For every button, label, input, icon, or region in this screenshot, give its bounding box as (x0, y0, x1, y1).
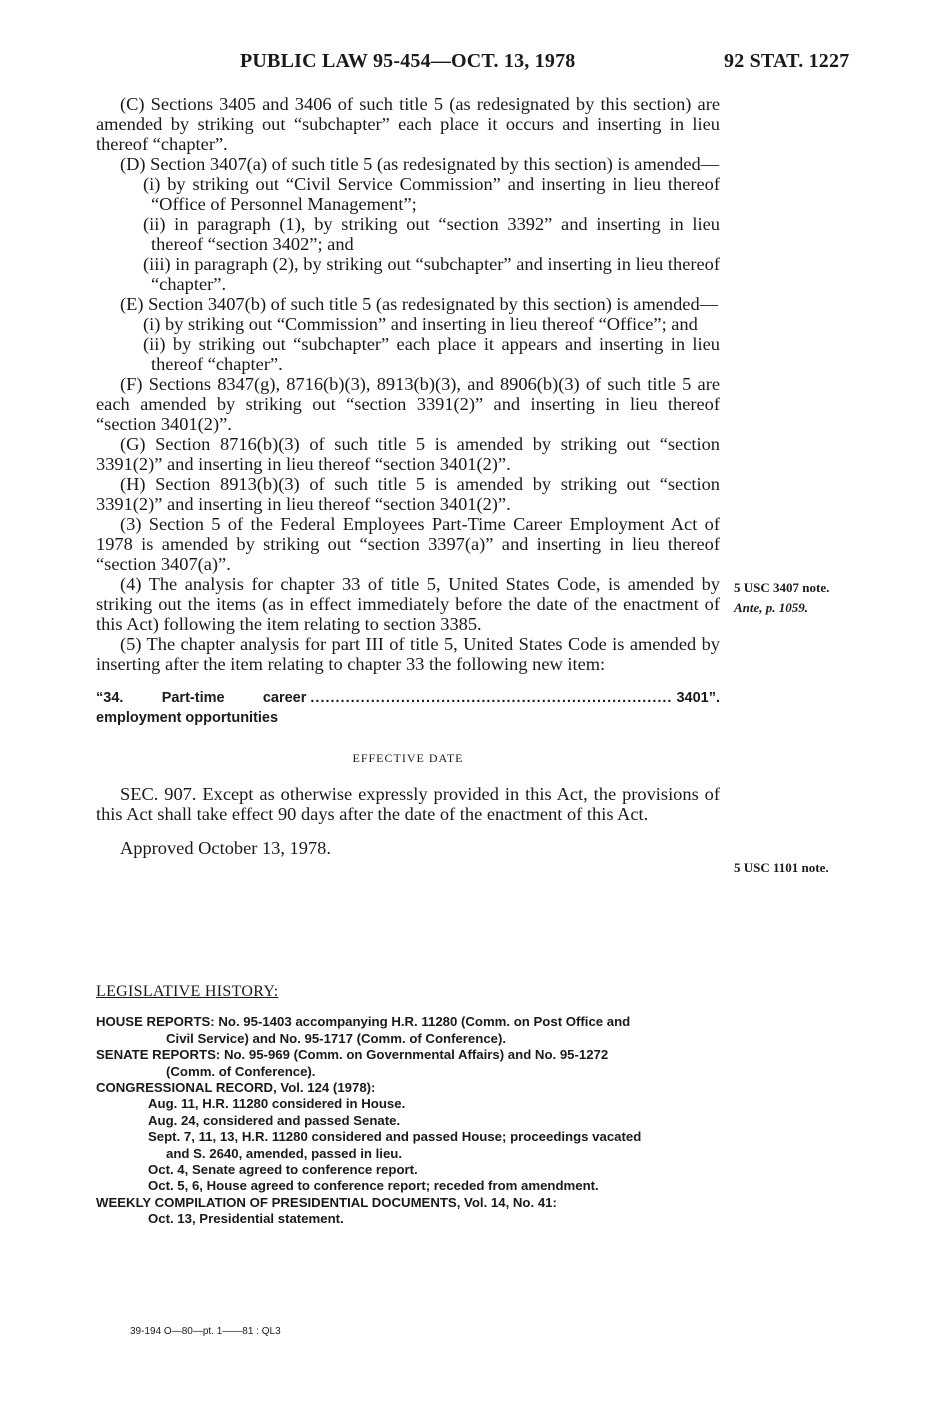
senate-reports-cont: (Comm. of Conference). (166, 1063, 316, 1079)
paragraph-f: (F) Sections 8347(g), 8716(b)(3), 8913(b)(3), and 8906(b)(3) of such title 5 are each amended by striking out “section 3391(2)” and inserting in lieu thereof “section 3401(2)”. (96, 374, 720, 434)
approval-date: Approved October 13, 1978. (120, 838, 331, 858)
effective-date-heading: EFFECTIVE DATE (352, 751, 464, 765)
statute-page-number: 92 STAT. 1227 (724, 50, 850, 72)
paragraph-d: (D) Section 3407(a) of such title 5 (as redesignated by this section) is amended— (120, 154, 720, 174)
senate-reports: SENATE REPORTS: No. 95-969 (Comm. on Governmental Affairs) and No. 95-1272 (96, 1047, 609, 1063)
house-reports-cont: Civil Service) and No. 95-1717 (Comm. of Conference). (166, 1030, 507, 1046)
cr-item-cont: and S. 2640, amended, passed in lieu. (166, 1145, 402, 1161)
paragraph-c: (C) Sections 3405 and 3406 of such title 5 (as redesignated by this section) are amended by striking out “subchapter” each place it occurs and inserting in lieu thereof “chapter”. (96, 94, 720, 154)
legislative-history-heading: LEGISLATIVE HISTORY: (96, 983, 279, 1000)
chapter-analysis-number: 3401”. (676, 690, 720, 706)
cr-item: Sept. 7, 11, 13, H.R. 11280 considered and passed House; proceedings vacated (148, 1129, 642, 1145)
sidenote-ante: Ante, p. 1059. (734, 600, 809, 615)
print-footer: 39-194 O—80—pt. 1——81 : QL3 (130, 1326, 281, 1337)
paragraph-4: (4) The analysis for chapter 33 of title 5, United States Code, is amended by striking out the items (as in effect immediately before the date of the enactment of this Act) following the item relating to section 3385. (96, 574, 720, 634)
wc-item: Oct. 13, Presidential statement. (148, 1211, 344, 1227)
paragraph-d-iii: (iii) in paragraph (2), by striking out “subchapter” and inserting in lieu thereof “chapter”. (143, 254, 720, 294)
cr-item: Aug. 11, H.R. 11280 considered in House. (148, 1096, 406, 1112)
congressional-record: CONGRESSIONAL RECORD, Vol. 124 (1978): (96, 1080, 376, 1096)
paragraph-5: (5) The chapter analysis for part III of title 5, United States Code is amended by inserting after the item relating to chapter 33 the following new item: (96, 634, 720, 674)
house-reports: HOUSE REPORTS: No. 95-1403 accompanying H.R. 11280 (Comm. on Post Office and (96, 1014, 631, 1030)
weekly-compilation: WEEKLY COMPILATION OF PRESIDENTIAL DOCUMENTS, Vol. 14, No. 41: (96, 1194, 557, 1210)
chapter-analysis-item (96, 688, 720, 728)
paragraph-d-i: (i) by striking out “Civil Service Commission” and inserting in lieu thereof “Office of Personnel Management”; (143, 174, 720, 214)
cr-item: Oct. 5, 6, House agreed to conference report; receded from amendment. (148, 1178, 599, 1194)
paragraph-e-i: (i) by striking out “Commission” and inserting in lieu thereof “Office”; and (143, 314, 698, 334)
paragraph-3: (3) Section 5 of the Federal Employees Part-Time Career Employment Act of 1978 is amended by striking out “section 3397(a)” and inserting in lieu thereof “section 3407(a)”. (96, 514, 720, 574)
chapter-analysis-label: “34. Part-time career employment opportunities (96, 690, 307, 726)
sidenote-3407-note: 5 USC 3407 note. (734, 580, 830, 595)
paragraph-e: (E) Section 3407(b) of such title 5 (as redesignated by this section) is amended— (120, 294, 719, 314)
sidenote-1101-note: 5 USC 1101 note. (734, 860, 829, 875)
paragraph-d-ii: (ii) in paragraph (1), by striking out “section 3392” and inserting in lieu thereof “section 3402”; and (143, 214, 720, 254)
running-header: PUBLIC LAW 95-454—OCT. 13, 1978 (240, 50, 576, 72)
paragraph-h: (H) Section 8913(b)(3) of such title 5 is amended by striking out “section 3391(2)” and inserting in lieu thereof “section 3401(2)”. (96, 474, 720, 514)
paragraph-e-ii: (ii) by striking out “subchapter” each place it appears and inserting in lieu thereof “chapter”. (143, 334, 720, 374)
cr-item: Aug. 24, considered and passed Senate. (148, 1112, 401, 1128)
cr-item: Oct. 4, Senate agreed to conference report. (148, 1162, 418, 1178)
section-907: SEC. 907. Except as otherwise expressly provided in this Act, the provisions of this Act shall take effect 90 days after the date of the enactment of this Act. (96, 784, 720, 824)
main-text (96, 94, 720, 876)
paragraph-g: (G) Section 8716(b)(3) of such title 5 is amended by striking out “section 3391(2)” and inserting in lieu thereof “section 3401(2)”. (96, 434, 720, 474)
legislative-history (96, 984, 724, 1228)
chapter-analysis-dots: ........................................................................ (310, 690, 673, 706)
